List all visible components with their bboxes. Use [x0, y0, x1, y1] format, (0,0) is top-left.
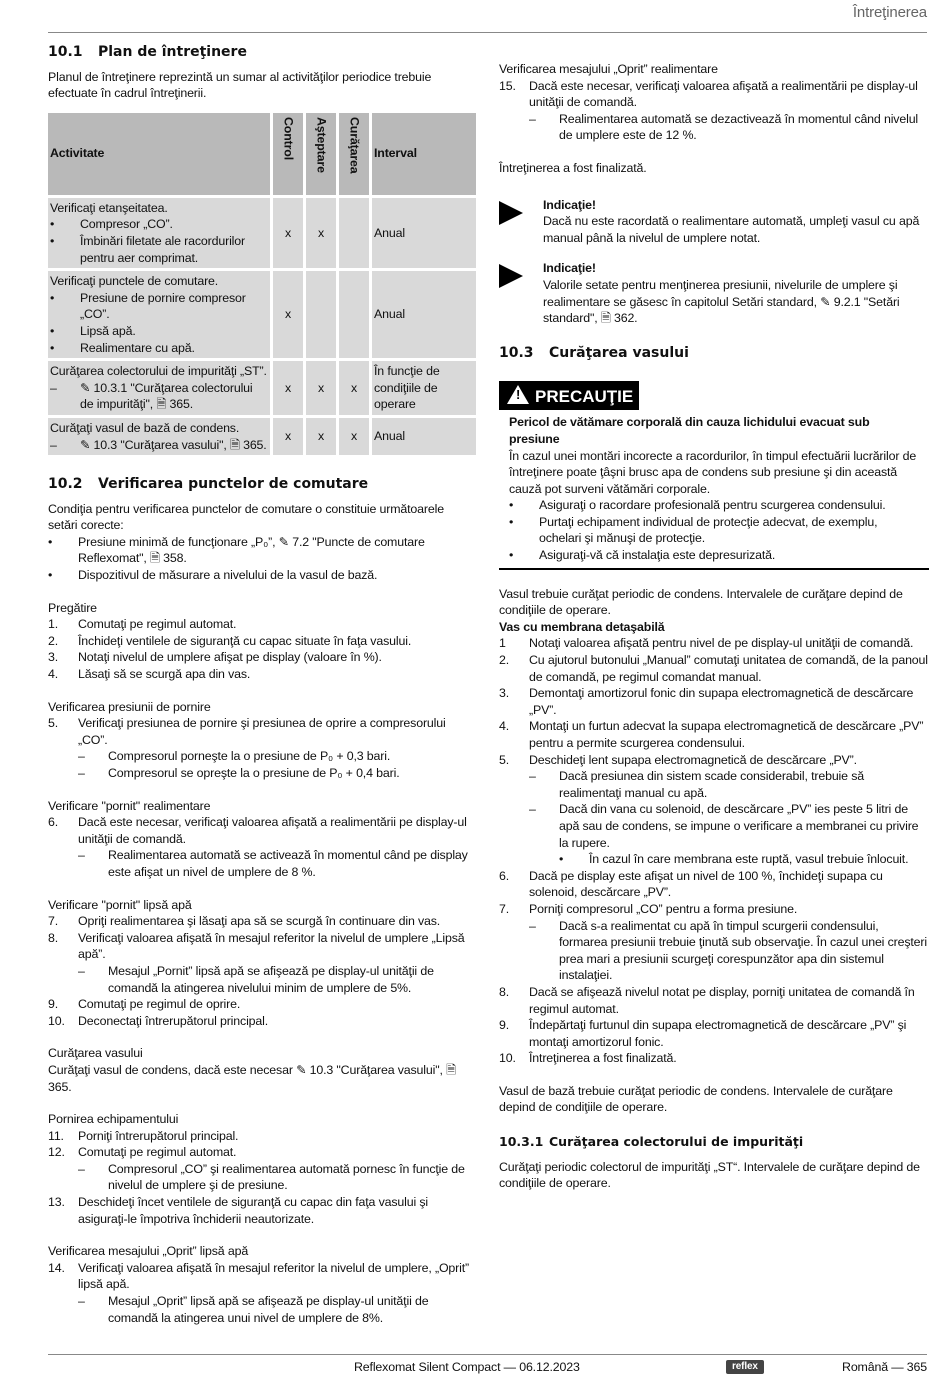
footer-document-title: Reflexomat Silent Compact — 06.12.2023 [354, 1360, 580, 1374]
list-item: – Realimentarea automată se dezactivează în momentul când nivelul de umplere este de 12 %. [529, 111, 919, 143]
cleaning-cell [339, 271, 369, 358]
list-item: • Asiguraţi o racordare profesională pentru scurgerea condensului. [509, 498, 886, 513]
list-item: 12. Comutaţi pe regimul automat. [48, 1145, 237, 1160]
list-item: 10. Deconectaţi întrerupătorul principal. [48, 1013, 269, 1028]
cleaning-cell [339, 198, 369, 268]
list-item: 8. Verificaţi valoarea afişată în mesajul referitor la nivelul de umplere „Lipsă apă”. [48, 930, 465, 962]
list-item: – Compresorul porneşte la o presiune de P₀ + 0,3 bari. [78, 749, 391, 764]
list-item: 7. Porniţi compresorul „CO” pentru a forma presiune. [499, 901, 798, 916]
list-item: – Dacă presiunea din sistem scade considerabil, trebuie să realimentaţi manual cu apă. [529, 769, 864, 800]
section-10-1-intro: Planul de întreţinere reprezintă un sumar al activităţilor periodice trebuie efectuate în cadrul întreţinerii. [48, 69, 432, 101]
list-item: 5. Deschideţi lent supapa electromagnetică de descărcare „PV”. [499, 752, 857, 767]
control-cell: x [273, 271, 303, 358]
list-item: • Presiune minimă de funcţionare „P₀”, ✎ 7.2 "Puncte de comutare Reflexomat", 🗎 358. [48, 534, 425, 566]
control-cell: x [273, 418, 303, 455]
note-title: Indicaţie! [543, 197, 596, 212]
list-item: – Mesajul „Pornit” lipsă apă se afişează pe display-ul unităţii de comandă la atingerea nivelului minim de umplere de 5%. [78, 963, 434, 995]
list-item: 9. Comutaţi pe regimul de oprire. [48, 997, 241, 1012]
list-item: 8. Dacă se afişează nivelul notat pe display, porniţi unitatea de comandă în regimul automat. [499, 984, 915, 1016]
list-item: – Dacă din vana cu solenoid, de descărcare „PV” ies peste 5 litri de apă sau de condens, se impune o verificare a membranei cu privire la rupere. [529, 802, 919, 850]
section-10-3-1-text: Curăţaţi periodic colectorul de impurităţi „ST“. Intervalele de curăţare depind de condiţiile de operare. [499, 1159, 920, 1191]
list-item: 1. Comutaţi pe regimul automat. [48, 617, 237, 632]
subsection-heading: Pornirea echipamentului [48, 1112, 179, 1127]
list-item: 15. Dacă este necesar, verificaţi valoarea afişată a realimentării pe display-ul unităţii de comandă. [499, 78, 918, 110]
list-item: 14. Verificaţi valoarea afişată în mesajul referitor la nivelul de umplere, „Oprit” lipsă apă. [48, 1260, 470, 1292]
list-item: 11. Porniţi întrerupătorul principal. [48, 1128, 239, 1143]
list-item: – Mesajul „Oprit” lipsă apă se afişează pe display-ul unităţii de comandă la atingerea unui nivel de umplere de 8%. [78, 1294, 429, 1325]
activity-cell: Curăţarea colectorului de impurităţi „ST”. – ✎ 10.3.1 "Curăţarea colectorului de impurităţi", 🗎 365. [48, 361, 270, 415]
waiting-cell: x [306, 418, 336, 455]
list-item: – Compresorul „CO” şi realimentarea automată pornesc în funcţie de nivelul de umplere şi de presiune. [78, 1161, 465, 1193]
list-item: 4. Montaţi un furtun adecvat la supapa electromagnetică de descărcare „PV” pentru a permite scurgerea condensului. [499, 719, 924, 750]
list-item: • Dispozitivul de măsurare a nivelului de la vasul de bază. [48, 568, 378, 583]
list-item: 13. Deschideţi încet ventilele de siguranţă cu capac din faţa vasului şi asiguraţi-le împotriva închiderii neautorizate. [48, 1195, 429, 1226]
subsection-heading: Verificarea mesajului „Oprit” realimentare [499, 62, 718, 76]
subsection-heading: Verificare "pornit" realimentare [48, 798, 211, 813]
control-cell: x [273, 361, 303, 415]
waiting-cell: x [306, 198, 336, 268]
note-text: Valorile setate pentru menţinerea presiunii, nivelurile de umplere şi realimentare se găsesc în capitolul Setări standard, ✎ 9.2.1 "Setări standard", 🗎 362. [543, 277, 900, 326]
note-text: Dacă nu este racordată o realimentare automată, umpleţi vasul cu apă manual până la nivelul de umplere notat. [543, 214, 920, 245]
interval-cell: Anual [372, 271, 476, 358]
subsection-heading: Verificare "pornit" lipsă apă [48, 897, 192, 912]
page-header-title: Întreţinerea [852, 4, 927, 21]
header-interval: Interval [372, 113, 476, 195]
header-rule [48, 32, 927, 33]
note-box [499, 197, 929, 247]
table-row [48, 271, 476, 358]
list-item: 9. Îndepărtaţi furtunul din supapa electromagnetică de descărcare „PV” şi montaţi amortizorul fonic. [499, 1018, 907, 1049]
interval-cell: În funcţie de condiţiile de operare [372, 361, 476, 415]
warning-icon: ! [507, 385, 529, 404]
header-waiting: Aşteptare [306, 113, 336, 195]
waiting-cell: x [306, 361, 336, 415]
subsection-heading: Curăţarea vasului [48, 1046, 143, 1061]
list-item: – Compresorul se opreşte la o presiune de P₀ + 0,4 bari. [78, 766, 400, 780]
footer-page-number: Română — 365 [842, 1360, 927, 1374]
section-10-1-heading: 10.1 Plan de întreţinere [48, 44, 247, 60]
completion-text: Întreţinerea a fost finalizată. [499, 160, 647, 175]
reflex-logo: reflex [726, 1360, 764, 1374]
right-column [499, 61, 929, 1192]
list-item: • În cazul în care membrana este ruptă, vasul trebuie înlocuit. [559, 852, 909, 867]
footer-rule [48, 1354, 927, 1355]
list-item: 10. Întreţinerea a fost finalizată. [499, 1051, 677, 1066]
left-column [48, 44, 476, 1326]
interval-cell: Anual [372, 418, 476, 455]
note-arrow-icon [499, 260, 543, 326]
cleaning-cell: x [339, 418, 369, 455]
list-item: 5. Verificaţi presiunea de pornire şi presiunea de oprire a compresorului „CO”. [48, 716, 446, 747]
section-10-3-heading: 10.3 Curăţarea vasului [499, 344, 689, 361]
list-item: 4. Lăsaţi să se scurgă apa din vas. [48, 667, 251, 682]
cross-reference-link[interactable]: ✎ 10.3 "Curăţarea vasului", 🗎 365. [80, 437, 267, 452]
table-row [48, 361, 476, 415]
table-header-row [48, 113, 476, 195]
table-row [48, 418, 476, 455]
table-row [48, 198, 476, 268]
header-activity: Activitate [48, 113, 270, 195]
subsection-heading: Verificarea presiunii de pornire [48, 699, 211, 714]
subsection-heading: Verificarea mesajului „Oprit” lipsă apă [48, 1244, 249, 1259]
activity-cell: Verificaţi etanşeitatea. • Compresor „CO”. • Îmbinări filetate ale racordurilor pentru aer comprimat. [48, 198, 270, 268]
list-item: – Dacă s-a realimentat cu apă în timpul scurgerii condensului, formarea presiunii trebuie ţinută sub observaţie. În cazul unei creşteri prea mari a presiunii scurgeţi corespunzător apa din sistemul instalaţiei. [529, 918, 927, 983]
control-cell: x [273, 198, 303, 268]
section-10-3-1-heading: 10.3.1 Curăţarea colectorului de impurităţi [499, 1134, 804, 1150]
list-item: 2. Cu ajutorul butonului „Manual” comutaţi unitatea de comandă, de la panoul de comandă, pe regimul comandat manual. [499, 653, 928, 684]
list-item: • Asiguraţi-vă că instalaţia este depresurizată. [509, 548, 776, 563]
maintenance-plan-table [45, 110, 479, 458]
list-item: – Realimentarea automată se activează în momentul când pe display este afişat un nivel de umplere de 8 %. [78, 848, 468, 879]
section-10-3-intro: Vasul trebuie curăţat periodic de condens. Intervalele de curăţare depind de condiţiile de operare. [499, 586, 903, 618]
note-box [499, 260, 929, 326]
header-control: Control [273, 113, 303, 195]
base-vessel-text: Vasul de bază trebuie curăţat periodic de condens. Intervalele de curăţare depind de condiţiile de operare. [499, 1083, 893, 1115]
activity-cell: Curăţaţi vasul de bază de condens. – ✎ 10.3 "Curăţarea vasului", 🗎 365. [48, 418, 270, 455]
caution-box [499, 410, 929, 569]
list-item: 3. Demontaţi amortizorul fonic din supapa electromagnetică de descărcare „PV”. [499, 686, 914, 717]
note-title: Indicaţie! [543, 261, 596, 276]
list-item: 3. Notaţi nivelul de umplere afişat pe display (valoare în %). [48, 650, 382, 665]
waiting-cell [306, 271, 336, 358]
note-arrow-icon [499, 197, 543, 247]
list-item: 2. Închideţi ventilele de siguranţă cu capac situate în faţa vasului. [48, 633, 412, 648]
caution-title: Pericol de vătămare corporală din cauza lichidului evacuat sub presiune [509, 415, 870, 446]
header-cleaning: Curăţarea [339, 113, 369, 195]
list-item: 7. Opriţi realimentarea şi lăsaţi apa să se scurgă în continuare din vas. [48, 914, 441, 929]
cleaning-cell: x [339, 361, 369, 415]
list-item: 1 Notaţi valoarea afişată pentru nivel de pe display-ul unităţii de comandă. [499, 636, 914, 651]
list-item: 6. Dacă este necesar, verificaţi valoarea afişată a realimentării pe display-ul unităţii de comandă. [48, 815, 467, 846]
cross-reference-link[interactable]: ✎ 10.3.1 "Curăţarea colectorului de impurităţi", 🗎 365. [80, 380, 253, 412]
activity-cell: Verificaţi punctele de comutare. • Presiune de pornire compresor „CO”. • Lipsă apă. • Realimentare cu apă. [48, 271, 270, 358]
interval-cell: Anual [372, 198, 476, 268]
caution-text: În cazul unei montări incorecte a racordurilor, în timpul efectuării lucrărilor de întreţinere poate ţâşni brusc apa de condens sub presiune şi din această cauză pot surveni vătămări corporale. [509, 448, 917, 496]
section-10-2-heading: 10.2 Verificarea punctelor de comutare [48, 476, 369, 493]
list-item: 6. Dacă pe display este afişat un nivel de 100 %, închideţi supapa cu solenoid, descărcare „PV”. [499, 868, 883, 900]
subsection-heading: Pregătire [48, 600, 97, 615]
list-item: • Purtaţi echipament individual de protecţie adecvat, de exemplu, ochelari şi mănuşi de protecţie. [509, 514, 878, 546]
subsection-heading: Vas cu membrana detaşabilă [499, 619, 665, 634]
section-10-2-intro: Condiţia pentru verificarea punctelor de comutare o constituie următoarele setări corecte: [48, 501, 444, 533]
cleaning-reference: Curăţaţi vasul de condens, dacă este necesar ✎ 10.3 "Curăţarea vasului", 🗎 365. [48, 1062, 456, 1094]
caution-badge: ! PRECAUŢIE [499, 381, 639, 410]
